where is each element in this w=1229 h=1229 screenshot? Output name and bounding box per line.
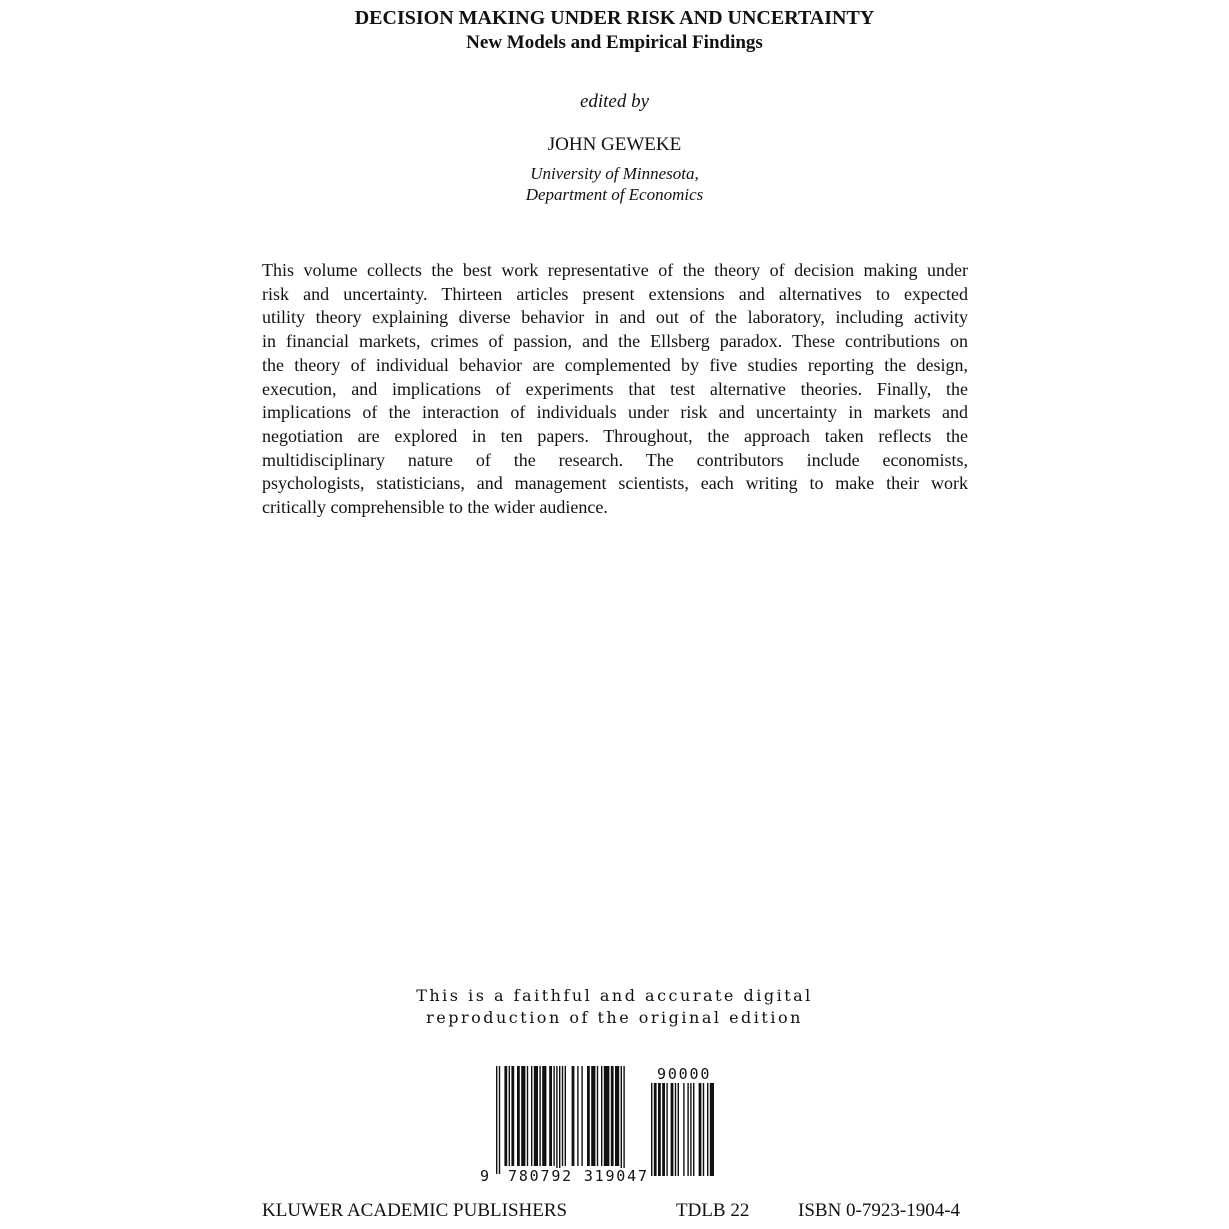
barcode-bar (521, 1066, 525, 1166)
barcode-bar (572, 1066, 575, 1166)
editor-affiliation-department: Department of Economics (525, 185, 704, 204)
barcode-bar (509, 1066, 510, 1166)
description-line: critically comprehensible to the wider audience. (262, 497, 608, 518)
barcode-bar (658, 1083, 661, 1176)
reproduction-notice-line2: reproduction of the original edition (426, 1008, 803, 1027)
barcode-bar (699, 1083, 702, 1176)
barcode-bar (559, 1066, 560, 1174)
barcode-bar (675, 1083, 676, 1176)
description-line: utility theory explaining diverse behavior in and out of the laboratory, including activity (262, 307, 968, 328)
book-title: DECISION MAKING UNDER RISK AND UNCERTAINTY (354, 7, 875, 29)
editor-name: JOHN GEWEKE (547, 134, 682, 155)
barcode-bar (678, 1083, 679, 1176)
barcode-bar (534, 1066, 538, 1166)
barcode-digits: 780792 319047 (508, 1167, 649, 1185)
barcode-bar (666, 1083, 667, 1176)
barcode-bar (621, 1066, 622, 1174)
barcode-bar (693, 1083, 694, 1176)
barcode-bar (623, 1066, 624, 1174)
barcode-bar (556, 1066, 557, 1174)
barcode-bar (597, 1066, 598, 1166)
description-line: This volume collects the best work representative of the theory of decision making under (262, 260, 968, 280)
barcode-bar (654, 1083, 657, 1176)
barcode-bar (604, 1066, 610, 1166)
barcode-bar (611, 1066, 614, 1166)
barcode-bar (683, 1083, 684, 1176)
barcode-bar (581, 1066, 582, 1166)
description-line: psychologists, statisticians, and management scientists, each writing to make their work (262, 473, 968, 494)
barcode-bar (511, 1066, 514, 1166)
barcode-bar (687, 1083, 688, 1176)
isbn-barcode (496, 1066, 642, 1176)
description-line: execution, and implications of experiments that test alternative theories. Finally, the (262, 378, 968, 399)
description-line: in financial markets, crimes of passion, and the Ellsberg paradox. These contributions on (262, 331, 968, 352)
barcode-bar (690, 1083, 691, 1176)
edited-by-label: edited by (579, 91, 650, 112)
description-line: negotiation are explored in ten papers. Throughout, the approach taken reflects the (262, 425, 968, 446)
book-subtitle: New Models and Empirical Findings (466, 32, 763, 53)
barcode-addon-digits: 90000 (657, 1065, 712, 1083)
barcode-bar (496, 1066, 497, 1174)
barcode-bar (562, 1066, 563, 1166)
reproduction-notice-line1: This is a faithful and accurate digital (416, 986, 813, 1005)
barcode-first-digit: 9 (480, 1167, 491, 1185)
barcode-bar (517, 1066, 520, 1166)
barcode-bar (565, 1066, 566, 1166)
barcode-bar (527, 1066, 528, 1166)
barcode-bar (703, 1083, 704, 1176)
barcode-bar (710, 1083, 714, 1176)
barcode-bar (553, 1066, 554, 1166)
barcode-bar (542, 1066, 546, 1166)
price-addon-barcode (651, 1083, 723, 1176)
series-number: TDLB 22 (676, 1200, 750, 1221)
barcode-bar (549, 1066, 552, 1166)
barcode-bar (601, 1066, 602, 1166)
description-line: the theory of individual behavior are complemented by five studies reporting the design, (262, 354, 968, 375)
barcode-bar (531, 1066, 532, 1166)
barcode-bar (587, 1066, 590, 1166)
barcode-bar (499, 1066, 500, 1174)
publisher-name: KLUWER ACADEMIC PUBLISHERS (262, 1200, 568, 1221)
barcode-bar (591, 1066, 595, 1166)
book-description (262, 259, 968, 520)
description-line: multidisciplinary nature of the research. The contributors include economists, (262, 449, 968, 470)
isbn-number: ISBN 0-7923-1904-4 (798, 1200, 961, 1221)
barcode-bar (651, 1083, 652, 1176)
barcode-bar (577, 1066, 578, 1166)
barcode-bar (707, 1083, 708, 1176)
description-line: implications of the interaction of individuals under risk and uncertainty in markets and (262, 402, 968, 423)
description-line: risk and uncertainty. Thirteen articles present extensions and alternatives to expected (262, 283, 968, 304)
barcode-bar (539, 1066, 540, 1166)
barcode-bar (504, 1066, 507, 1166)
barcode-bar (615, 1066, 619, 1166)
barcode-bar (671, 1083, 674, 1176)
barcode-bar (662, 1083, 665, 1176)
editor-affiliation-university: University of Minnesota, (530, 164, 699, 183)
